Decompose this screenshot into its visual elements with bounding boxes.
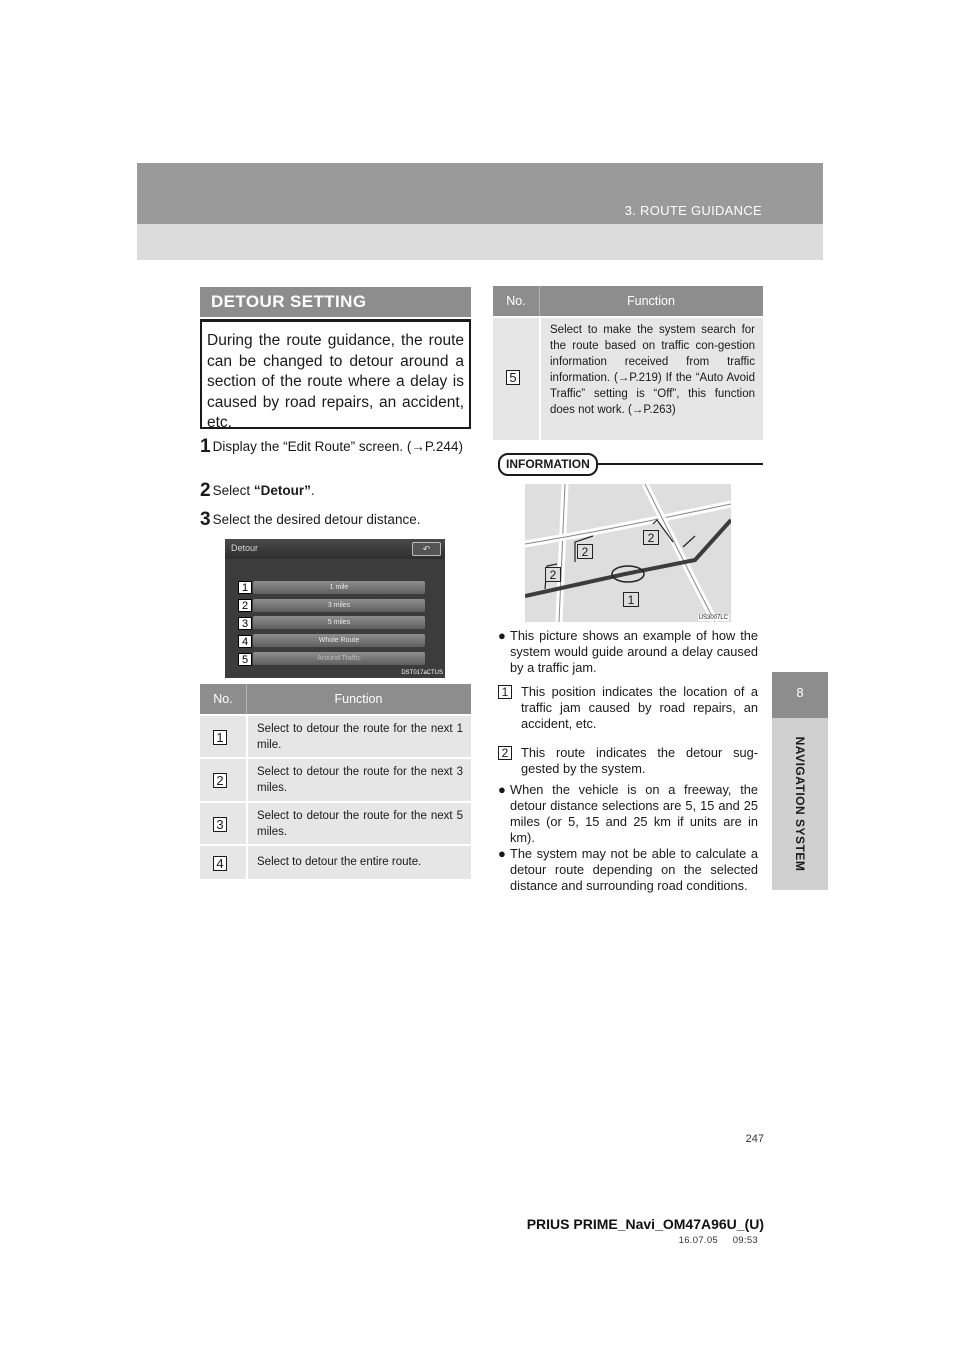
step-number: 1: [200, 436, 211, 457]
item-text: This route indicates the detour sug-gested by the system.: [521, 745, 758, 776]
row-number: 5: [506, 370, 520, 385]
screen-option-around-traffic[interactable]: Around Traffic: [253, 652, 425, 665]
row-number: 1: [213, 730, 227, 745]
step-number: 3: [200, 509, 211, 530]
map-label: 2: [643, 530, 659, 545]
callout-4: 4: [238, 635, 252, 648]
table-row: [200, 844, 471, 879]
step-2: [200, 481, 315, 501]
screen-title: Detour: [231, 543, 259, 553]
function-table-left: [200, 684, 471, 879]
back-button[interactable]: ↶: [412, 542, 441, 556]
table-header: [493, 286, 763, 316]
info-bullet: [498, 782, 758, 846]
information-label: INFORMATION: [498, 453, 598, 476]
chapter-label: NAVIGATION SYSTEM: [793, 736, 807, 872]
screen-option-1-mile[interactable]: 1 mile: [253, 581, 425, 594]
col-no: No.: [213, 692, 233, 706]
item-text: This position indicates the location of a traffic jam caused by road repairs, an accident, etc.: [521, 684, 758, 731]
row-number: 2: [213, 773, 227, 788]
bullet-text: This picture shows an example of how the system would guide around a delay caused by a traffic jam.: [510, 628, 758, 675]
callout-3: 3: [238, 617, 252, 630]
map-label: 1: [623, 592, 639, 607]
row-text: Select to detour the route for the next 3 miles.: [257, 766, 463, 794]
table-header: [200, 684, 471, 714]
col-function: Function: [334, 692, 383, 706]
row-number: 3: [213, 817, 227, 832]
screen-option-3-miles[interactable]: 3 miles: [253, 599, 425, 612]
col-function: Function: [627, 294, 675, 308]
row-number: 4: [213, 856, 227, 871]
print-timestamp: 16.07.05 09:53: [678, 1235, 758, 1246]
bullet-icon: ●: [498, 846, 506, 861]
table-row: [200, 757, 471, 801]
callout-2: 2: [238, 599, 252, 612]
step-1: [200, 437, 471, 457]
bullet-icon: ●: [498, 628, 506, 643]
bullet-icon: ●: [498, 782, 506, 797]
bullet-text: The system may not be able to calculate a detour route depending on the selected distance and surrounding road conditions.: [510, 846, 758, 893]
map-label: 2: [577, 544, 593, 559]
detour-heading: DETOUR SETTING: [200, 287, 471, 317]
map-code: US3007LC: [698, 615, 728, 621]
info-bullet: [498, 628, 758, 676]
callout-1: 1: [238, 581, 252, 594]
section-title: 3. ROUTE GUIDANCE: [624, 203, 762, 218]
info-numbered-item: [498, 684, 758, 732]
step-text-end: .: [310, 483, 315, 498]
step-number: 2: [200, 480, 211, 501]
bullet-text: When the vehicle is on a freeway, the detour distance selections are 5, 15 and 25 miles (or 5, 15 and 25 km if units are in km).: [510, 782, 758, 845]
step-text: Display the “Edit Route” screen. (→P.244): [212, 439, 463, 454]
step-text-bold: “Detour”: [253, 483, 311, 498]
table-row: [493, 316, 763, 440]
screen-option-whole-route[interactable]: Whole Route: [253, 634, 425, 647]
book-title: PRIUS PRIME_Navi_OM47A96U_(U): [526, 1216, 764, 1232]
table-row: [200, 801, 471, 844]
chapter-number: 8: [796, 685, 804, 700]
row-text: Select to make the system search for the route based on traffic con-gestion information received from traffic information. (→P.219) If the “Auto Avoid Traffic” setting is “Off”, this function does not work. (→P.263): [550, 324, 755, 416]
row-text: Select to detour the route for the next 5 miles.: [257, 810, 463, 838]
detour-screen-image: [225, 539, 445, 678]
col-no: No.: [506, 294, 526, 308]
table-row: [200, 714, 471, 757]
info-bullet: [498, 846, 758, 894]
row-text: Select to detour the route for the next 1 mile.: [257, 723, 463, 751]
info-numbered-item: [498, 745, 758, 777]
step-3: [200, 510, 420, 530]
page-number: 247: [745, 1133, 764, 1145]
row-text: Select to detour the entire route.: [257, 856, 422, 868]
map-label: 2: [545, 567, 561, 582]
screen-option-5-miles[interactable]: 5 miles: [253, 616, 425, 629]
callout-5: 5: [238, 653, 252, 666]
step-text: Select: [212, 483, 254, 498]
detour-intro: During the route guidance, the route can be changed to detour around a section of the route where a delay is caused by road repairs, an accident, etc.: [200, 319, 471, 429]
function-table-right: [493, 286, 763, 440]
header-subband: [137, 224, 823, 260]
item-number: 2: [498, 746, 512, 760]
item-number: 1: [498, 685, 512, 699]
step-text: Select the desired detour distance.: [212, 512, 421, 527]
detour-map-image: [525, 484, 731, 622]
image-code: DST017aCTUS: [401, 670, 443, 676]
